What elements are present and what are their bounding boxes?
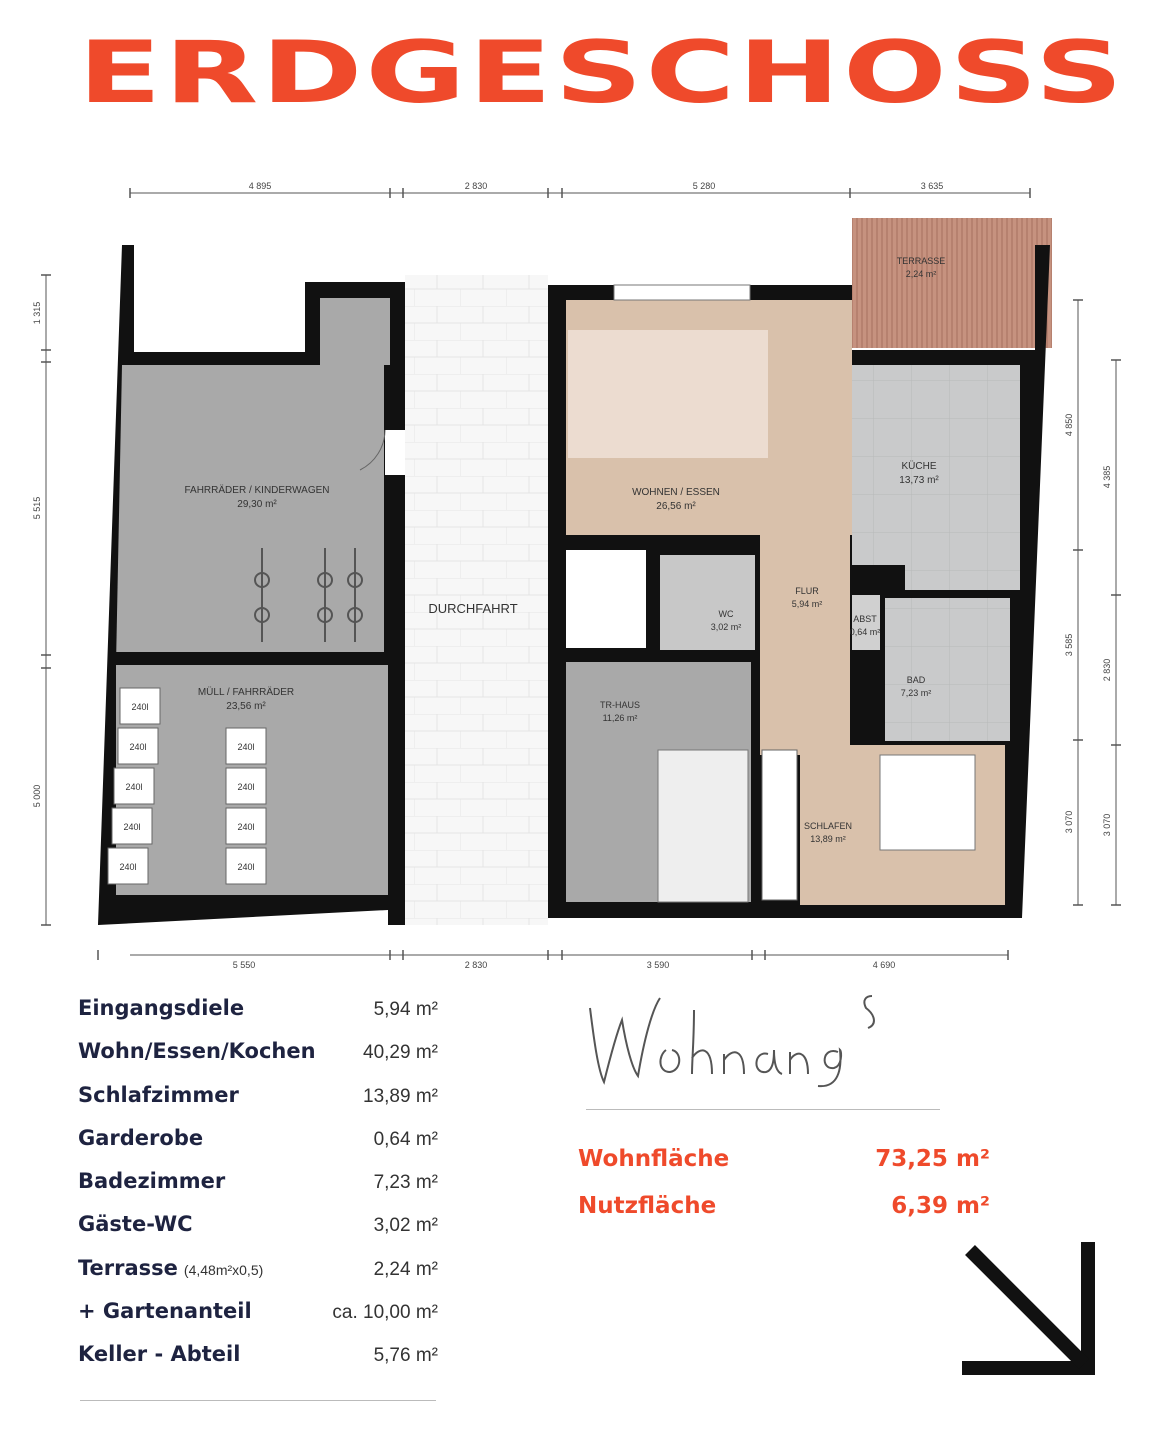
area-value: 3,02 m² xyxy=(373,1215,438,1237)
room-area-bath: 7,23 m² xyxy=(900,688,932,698)
area-label: Terrasse (4,48m²x0,5) xyxy=(78,1255,264,1280)
dim-top-3: 5 280 xyxy=(692,181,716,191)
area-value: 40,29 m² xyxy=(363,1042,438,1064)
svg-text:240l: 240l xyxy=(129,742,147,752)
room-area-waste: 23,56 m² xyxy=(226,701,266,712)
area-row xyxy=(78,1212,438,1255)
summary-living-area xyxy=(578,1146,990,1172)
area-value: 0,64 m² xyxy=(373,1128,438,1150)
room-name-storage: ABST xyxy=(853,614,877,624)
dim-left-1: 1 315 xyxy=(32,301,42,325)
area-value: 2,24 m² xyxy=(373,1258,438,1280)
dim-bottom-2: 2 830 xyxy=(464,960,488,970)
room-area-kitchen: 13,73 m² xyxy=(899,475,939,486)
svg-text:240l: 240l xyxy=(237,742,255,752)
dim-bottom-4: 4 690 xyxy=(872,960,896,970)
divider xyxy=(80,1400,436,1401)
svg-text:240l: 240l xyxy=(125,782,143,792)
dim-top-2: 2 830 xyxy=(464,181,488,191)
passage-paving xyxy=(405,275,548,925)
area-label: Garderobe xyxy=(78,1125,204,1150)
svg-text:240l: 240l xyxy=(237,822,255,832)
area-label: + Gartenanteil xyxy=(78,1299,252,1324)
area-value: 7,23 m² xyxy=(373,1172,438,1194)
passage-label: DURCHFAHRT xyxy=(428,601,518,616)
area-table xyxy=(78,996,438,1386)
room-name-bedroom: SCHLAFEN xyxy=(803,821,853,831)
room-name-bath: BAD xyxy=(906,675,926,685)
room-name-hall: FLUR xyxy=(795,586,819,596)
signature xyxy=(582,990,892,1090)
dim-right-inner-2: 3 585 xyxy=(1064,633,1074,657)
summary-value: 73,25 m² xyxy=(875,1146,990,1172)
apartment xyxy=(548,218,1052,918)
room-area-hall: 5,94 m² xyxy=(791,599,823,609)
dim-right-inner-1: 4 850 xyxy=(1064,413,1074,437)
area-note: (4,48m²x0,5) xyxy=(183,1261,264,1278)
arrow-down-right-icon xyxy=(958,1238,1100,1380)
room-name-bikes: FAHRRÄDER / KINDERWAGEN xyxy=(184,485,330,496)
area-row xyxy=(78,1169,438,1212)
room-area-storage: 0,64 m² xyxy=(849,627,881,637)
summary-label: Wohnfläche xyxy=(578,1146,730,1172)
summary-label: Nutzfläche xyxy=(578,1193,717,1219)
dim-right-inner-3: 3 070 xyxy=(1064,810,1074,834)
area-label: Keller - Abteil xyxy=(78,1342,241,1367)
area-row xyxy=(78,1126,438,1169)
area-value: 5,94 m² xyxy=(373,999,438,1020)
area-label: Gäste-WC xyxy=(78,1212,193,1237)
area-row xyxy=(78,1256,438,1299)
svg-text:240l: 240l xyxy=(237,862,255,872)
room-name-stairs: TR-HAUS xyxy=(600,700,640,710)
room-area-wc: 3,02 m² xyxy=(710,622,742,632)
room-name-living: WOHNEN / ESSEN xyxy=(632,487,720,498)
area-row xyxy=(78,1342,438,1385)
area-row xyxy=(78,1299,438,1342)
room-area-bedroom: 13,89 m² xyxy=(810,834,846,844)
dim-top-4: 3 635 xyxy=(920,181,944,191)
dim-left-2: 5 515 xyxy=(32,496,42,520)
dim-left-3: 5 000 xyxy=(32,784,42,808)
area-value: ca. 10,00 m² xyxy=(332,1302,438,1324)
room-area-stairs: 11,26 m² xyxy=(602,713,638,723)
dim-right-outer-2: 2 830 xyxy=(1102,658,1112,682)
area-row xyxy=(78,996,438,1039)
area-row xyxy=(78,1083,438,1126)
area-label: Badezimmer xyxy=(78,1169,226,1194)
area-label: Schlafzimmer xyxy=(78,1082,239,1107)
room-name-waste: MÜLL / FAHRRÄDER xyxy=(197,687,295,698)
dim-bottom-3: 3 590 xyxy=(646,960,670,970)
summary-usable-area xyxy=(578,1193,990,1219)
area-value: 5,76 m² xyxy=(373,1345,438,1367)
svg-text:240l: 240l xyxy=(131,702,149,712)
area-row xyxy=(78,1039,438,1082)
area-label: Wohn/Essen/Kochen xyxy=(78,1039,316,1064)
svg-text:240l: 240l xyxy=(123,822,141,832)
dim-bottom-1: 5 550 xyxy=(232,960,256,970)
room-name-terrace: TERRASSE xyxy=(896,256,946,266)
divider xyxy=(586,1109,940,1110)
area-label: Eingangsdiele xyxy=(78,996,245,1020)
room-name-kitchen: KÜCHE xyxy=(901,461,937,472)
room-area-living: 26,56 m² xyxy=(656,501,696,512)
room-area-terrace: 2,24 m² xyxy=(905,269,937,279)
page-title: ERDGESCHOSS xyxy=(78,23,1126,123)
svg-text:240l: 240l xyxy=(119,862,137,872)
room-area-bikes: 29,30 m² xyxy=(237,499,277,510)
dim-right-outer-3: 3 070 xyxy=(1102,813,1112,837)
svg-text:240l: 240l xyxy=(237,782,255,792)
dim-right-outer-1: 4 385 xyxy=(1102,465,1112,489)
summary-value: 6,39 m² xyxy=(891,1193,990,1219)
area-value: 13,89 m² xyxy=(363,1085,438,1107)
dim-top-1: 4 895 xyxy=(248,181,272,191)
room-name-wc: WC xyxy=(718,609,734,619)
